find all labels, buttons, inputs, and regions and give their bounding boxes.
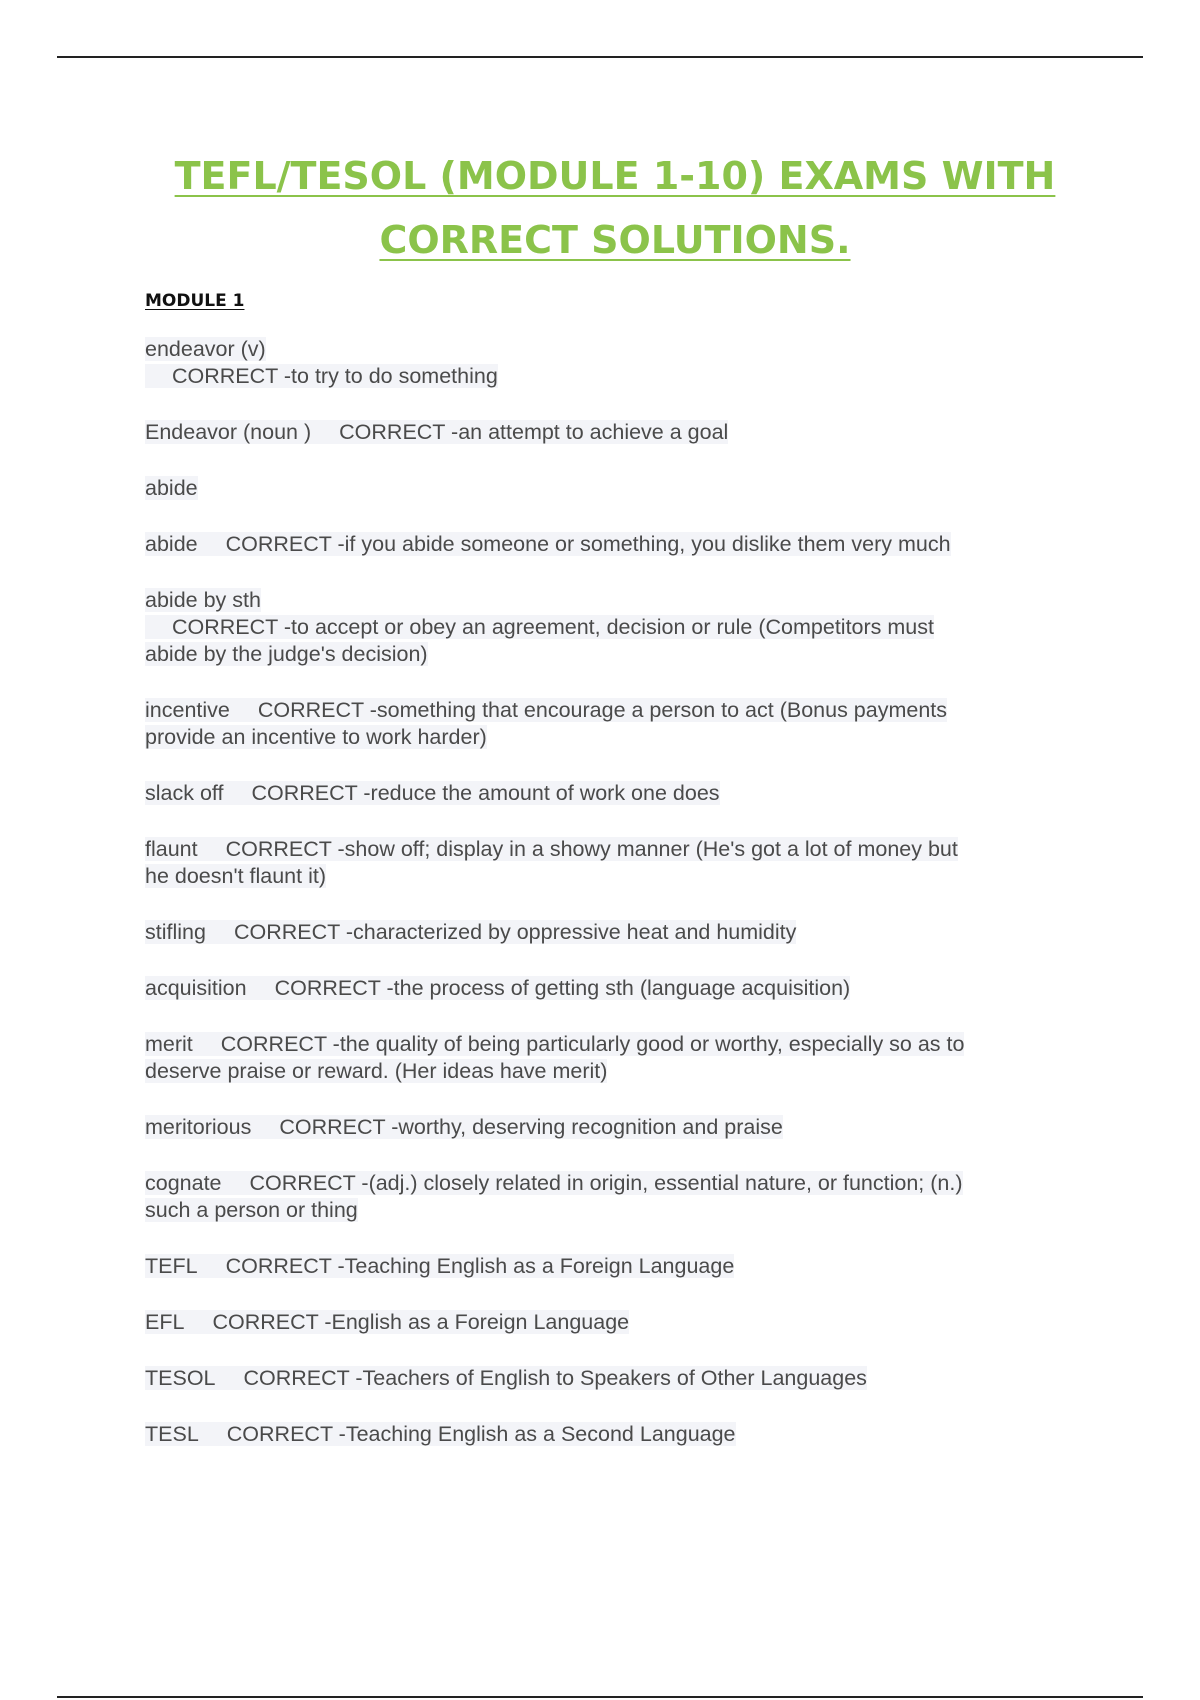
entry-answer: CORRECT -to accept or obey an agreement, decision or rule (Competitors must xyxy=(172,615,934,639)
entry-answer: CORRECT -the quality of being particularly good or worthy, especially so as to xyxy=(220,1032,965,1056)
list-item xyxy=(145,1170,1085,1224)
entry-term: incentive xyxy=(145,698,230,722)
title-line-1: TEFL/TESOL (MODULE 1-10) EXAMS WITH xyxy=(174,154,1056,198)
list-item xyxy=(145,1309,1085,1336)
list-item xyxy=(145,919,1085,946)
list-item xyxy=(145,1031,1085,1085)
entry-answer: CORRECT -Teaching English as a Foreign Language xyxy=(225,1254,735,1278)
list-item xyxy=(145,1114,1085,1141)
entry-term: slack off xyxy=(145,781,224,805)
entry-term: meritorious xyxy=(145,1115,252,1139)
list-item xyxy=(145,587,1085,668)
entry-answer: CORRECT -(adj.) closely related in origin, essential nature, or function; (n.) xyxy=(249,1171,963,1195)
list-item xyxy=(145,336,1085,390)
entry-answer-continued: abide by the judge's decision) xyxy=(145,642,428,666)
list-item xyxy=(145,836,1085,890)
section-heading: MODULE 1 xyxy=(145,291,245,311)
entry-term: abide xyxy=(145,532,198,556)
list-item xyxy=(145,780,1085,807)
entry-term: TESL xyxy=(145,1422,199,1446)
entry-answer: CORRECT -Teaching English as a Second Language xyxy=(226,1422,736,1446)
entry-term: endeavor (v) xyxy=(145,337,266,361)
title-line-2: CORRECT SOLUTIONS. xyxy=(379,218,851,262)
entry-answer: CORRECT -if you abide someone or something, you dislike them very much xyxy=(225,532,951,556)
entry-term: TESOL xyxy=(145,1366,216,1390)
entry-answer: CORRECT -an attempt to achieve a goal xyxy=(339,420,729,444)
entry-term: abide xyxy=(145,476,198,500)
list-item xyxy=(145,1421,1085,1448)
entry-answer-continued: such a person or thing xyxy=(145,1198,358,1222)
list-item xyxy=(145,697,1085,751)
list-item xyxy=(145,475,1085,502)
bottom-rule xyxy=(57,1696,1143,1698)
top-rule xyxy=(57,56,1143,58)
list-item xyxy=(145,419,1085,446)
entry-term: abide by sth xyxy=(145,588,261,612)
entry-term: acquisition xyxy=(145,976,247,1000)
entry-answer: CORRECT -the process of getting sth (language acquisition) xyxy=(274,976,851,1000)
list-item xyxy=(145,531,1085,558)
entry-answer-continued: provide an incentive to work harder) xyxy=(145,725,487,749)
entry-answer-continued: he doesn't flaunt it) xyxy=(145,864,326,888)
list-item xyxy=(145,975,1085,1002)
entry-answer: CORRECT -Teachers of English to Speakers of Other Languages xyxy=(243,1366,867,1390)
entry-answer-continued: deserve praise or reward. (Her ideas have merit) xyxy=(145,1059,608,1083)
entry-answer: CORRECT -characterized by oppressive heat and humidity xyxy=(233,920,797,944)
entry-term: merit xyxy=(145,1032,193,1056)
entry-answer: CORRECT -worthy, deserving recognition and praise xyxy=(279,1115,783,1139)
entry-term: Endeavor (noun ) xyxy=(145,420,312,444)
entry-term: TEFL xyxy=(145,1254,198,1278)
entry-answer: CORRECT -to try to do something xyxy=(172,364,498,388)
entry-answer: CORRECT -English as a Foreign Language xyxy=(212,1310,630,1334)
entry-term: cognate xyxy=(145,1171,222,1195)
entry-term: flaunt xyxy=(145,837,198,861)
list-item xyxy=(145,1253,1085,1280)
entry-answer: CORRECT -something that encourage a person to act (Bonus payments xyxy=(257,698,948,722)
entry-answer: CORRECT -reduce the amount of work one does xyxy=(251,781,720,805)
entry-answer: CORRECT -show off; display in a showy manner (He's got a lot of money but xyxy=(225,837,958,861)
entry-list xyxy=(145,336,1085,1477)
list-item xyxy=(145,1365,1085,1392)
entry-term: stifling xyxy=(145,920,206,944)
document-title xyxy=(140,144,1090,272)
entry-term: EFL xyxy=(145,1310,185,1334)
